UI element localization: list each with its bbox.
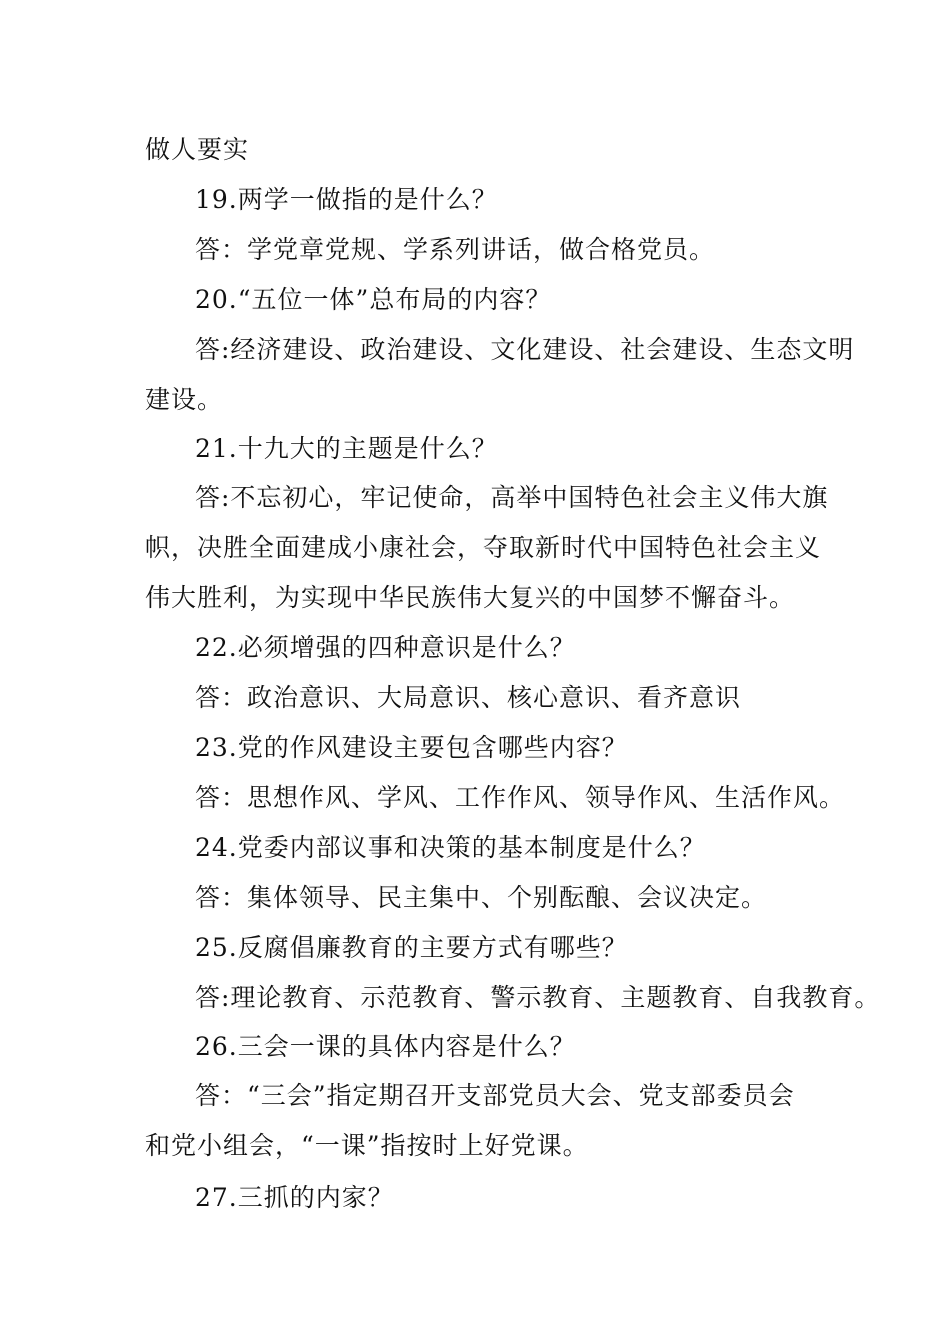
- question-22: 22.必须增强的四种意识是什么？: [195, 633, 576, 662]
- answer-24: 答：集体领导、民主集中、个别酝酿、会议决定。: [195, 883, 768, 912]
- question-23: 23.党的作风建设主要包含哪些内容？: [195, 733, 628, 762]
- answer-19: 答：学党章党规、学系列讲话，做合格党员。: [195, 235, 716, 264]
- answer-25: 答:理论教育、示范教育、警示教育、主题教育、自我教育。: [195, 983, 881, 1012]
- question-19: 19.两学一做指的是什么？: [195, 185, 498, 214]
- answer-21-line-2: 帜，决胜全面建成小康社会，夺取新时代中国特色社会主义: [145, 533, 822, 562]
- answer-20-line-2: 建设。: [145, 385, 224, 414]
- question-21: 21.十九大的主题是什么？: [195, 434, 498, 463]
- question-20: 20.“五位一体”总布局的内容？: [195, 285, 552, 314]
- answer-26-line-1: 答：“三会”指定期召开支部党员大会、党支部委员会: [195, 1081, 795, 1110]
- answer-21-line-1: 答:不忘初心，牢记使命，高举中国特色社会主义伟大旗: [195, 483, 829, 512]
- answer-23: 答：思想作风、学风、工作作风、领导作风、生活作风。: [195, 783, 846, 812]
- text-line-continuation: 做人要实: [145, 135, 250, 164]
- answer-21-line-3: 伟大胜利，为实现中华民族伟大复兴的中国梦不懈奋斗。: [145, 583, 796, 612]
- answer-26-line-2: 和党小组会，“一课”指按时上好党课。: [145, 1131, 589, 1160]
- answer-20-line-1: 答:经济建设、政治建设、文化建设、社会建设、生态文明: [195, 335, 855, 364]
- answer-22: 答：政治意识、大局意识、核心意识、看齐意识: [195, 683, 742, 712]
- question-26: 26.三会一课的具体内容是什么？: [195, 1032, 576, 1061]
- question-25: 25.反腐倡廉教育的主要方式有哪些？: [195, 933, 628, 962]
- question-24: 24.党委内部议事和决策的基本制度是什么？: [195, 833, 706, 862]
- question-27: 27.三抓的内家？: [195, 1183, 394, 1212]
